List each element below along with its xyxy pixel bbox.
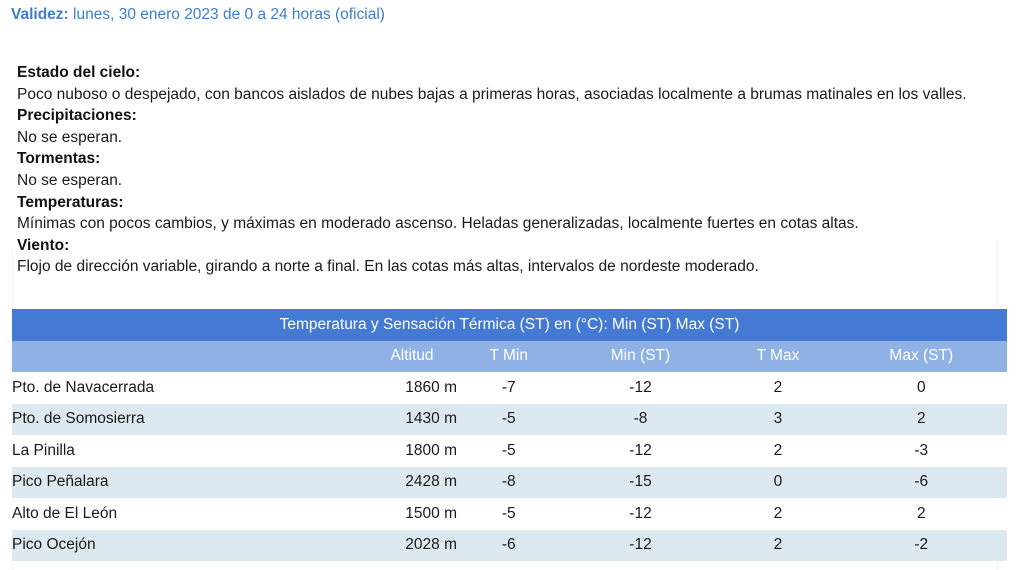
- station-altitude: 1800 m: [367, 435, 457, 467]
- t-min-value: -8: [457, 467, 561, 499]
- max-st-value: 2: [836, 498, 1007, 530]
- station-altitude: 1430 m: [367, 404, 457, 436]
- min-st-value: -8: [561, 404, 721, 436]
- wind-text: Flojo de dirección variable, girando a norte a final. En las cotas más altas, intervalos de nordeste moderado.: [17, 258, 759, 276]
- t-min-value: -6: [457, 530, 561, 562]
- station-altitude: 2028 m: [367, 530, 457, 562]
- validity-line: [11, 6, 385, 24]
- min-st-value: -12: [561, 372, 721, 404]
- column-header-altitude: Altitud: [367, 341, 457, 373]
- station-name: Alto de El León: [12, 498, 367, 530]
- precipitation-text: No se esperan.: [17, 128, 123, 146]
- table-row: [12, 498, 1007, 530]
- min-st-value: -15: [561, 467, 721, 499]
- station-name: Pico Peñalara: [12, 467, 367, 499]
- table-title: Temperatura y Sensación Térmica (ST) en (°C): Min (ST) Max (ST): [12, 309, 1007, 341]
- table-row: [12, 372, 1007, 404]
- table-row: [12, 530, 1007, 562]
- table-header-row: [12, 341, 1007, 373]
- max-st-value: -6: [836, 467, 1007, 499]
- t-min-value: -5: [457, 435, 561, 467]
- max-st-value: -3: [836, 435, 1007, 467]
- station-name: Pto. de Somosierra: [12, 404, 367, 436]
- table-title-row: [12, 309, 1007, 341]
- table-row: [12, 467, 1007, 499]
- validity-label: Validez:: [11, 6, 69, 23]
- station-altitude: 1500 m: [367, 498, 457, 530]
- t-max-value: 3: [720, 404, 835, 436]
- min-st-value: -12: [561, 435, 721, 467]
- t-min-value: -7: [457, 372, 561, 404]
- column-header-max-st: Max (ST): [836, 341, 1007, 373]
- t-max-value: 2: [720, 530, 835, 562]
- forecast-text: [17, 62, 1017, 278]
- t-max-value: 0: [720, 467, 835, 499]
- sky-text: Poco nuboso o despejado, con bancos aislados de nubes bajas a primeras horas, asociadas localmente a brumas matinales en los valles.: [17, 85, 967, 103]
- column-header-min-st: Min (ST): [561, 341, 721, 373]
- min-st-value: -12: [561, 498, 721, 530]
- station-altitude: 2428 m: [367, 467, 457, 499]
- max-st-value: 2: [836, 404, 1007, 436]
- t-min-value: -5: [457, 404, 561, 436]
- wind-heading: Viento:: [17, 236, 70, 254]
- column-header-t-min: T Min: [457, 341, 561, 373]
- station-name: Pto. de Navacerrada: [12, 372, 367, 404]
- storms-heading: Tormentas:: [17, 150, 101, 168]
- t-min-value: -5: [457, 498, 561, 530]
- table-row: [12, 404, 1007, 436]
- temperatures-text: Mínimas con pocos cambios, y máximas en moderado ascenso. Heladas generalizadas, localmente fuertes en cotas altas.: [17, 215, 859, 233]
- column-header-t-max: T Max: [720, 341, 835, 373]
- min-st-value: -12: [561, 530, 721, 562]
- validity-value: lunes, 30 enero 2023 de 0 a 24 horas (oficial): [68, 6, 385, 23]
- t-max-value: 2: [720, 372, 835, 404]
- max-st-value: -2: [836, 530, 1007, 562]
- precipitation-heading: Precipitaciones:: [17, 107, 137, 125]
- column-header-station: [12, 341, 367, 373]
- station-name: Pico Ocejón: [12, 530, 367, 562]
- max-st-value: 0: [836, 372, 1007, 404]
- storms-text: No se esperan.: [17, 171, 123, 189]
- station-altitude: 1860 m: [367, 372, 457, 404]
- t-max-value: 2: [720, 435, 835, 467]
- temperatures-heading: Temperaturas:: [17, 193, 124, 211]
- t-max-value: 2: [720, 498, 835, 530]
- temperature-table: [12, 309, 1007, 561]
- sky-heading: Estado del cielo:: [17, 64, 141, 81]
- table-row: [12, 435, 1007, 467]
- station-name: La Pinilla: [12, 435, 367, 467]
